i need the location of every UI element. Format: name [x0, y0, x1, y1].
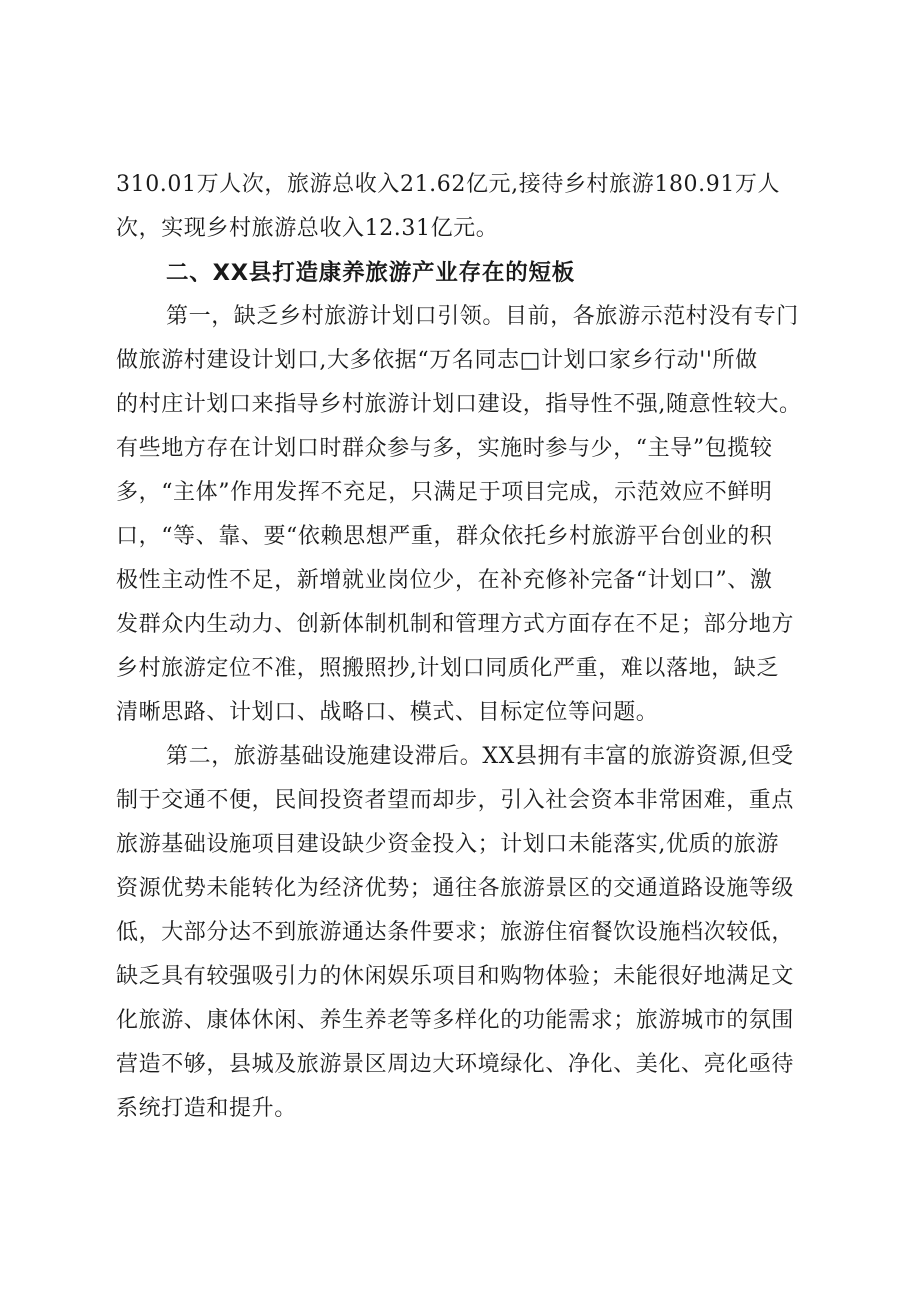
paragraph-line: 化旅游、康体休闲、养生养老等多样化的功能需求；旅游城市的氛围 [116, 1008, 795, 1033]
paragraph-line: 资源优势未能转化为经济优势；通往各旅游景区的交通道路设施等级 [116, 876, 795, 901]
paragraph-line: 极性主动性不足，新增就业岗位少，在补充修补完备“计划口”、激 [116, 568, 773, 593]
paragraph-line: 多，“主体”作用发挥不充足，只满足于项目完成，示范效应不鲜明 [116, 480, 773, 505]
paragraph-line: 乡村旅游定位不准，照搬照抄,计划口同质化严重，难以落地，缺乏 [116, 656, 779, 681]
paragraph-line: 制于交通不便，民间投资者望而却步，引入社会资本非常困难，重点 [116, 788, 795, 813]
paragraph-line: 有些地方存在计划口时群众参与多，实施时参与少，“主导”包揽较 [116, 436, 773, 461]
paragraph-line: 做旅游村建设计划口,大多依据“万名同志□计划口家乡行动''所做 [116, 348, 758, 373]
paragraph-line: 口，“等、靠、要“依赖思想严重，群众依托乡村旅游平台创业的积 [116, 524, 773, 549]
paragraph-line: 第一，缺乏乡村旅游计划口引领。目前，各旅游示范村没有专门 [166, 304, 799, 329]
paragraph-line: 次，实现乡村旅游总收入12.31亿元。 [116, 216, 499, 241]
paragraph-line: 旅游基础设施项目建设缺少资金投入；计划口未能落实,优质的旅游 [116, 832, 779, 857]
paragraph-line: 营造不够，县城及旅游景区周边大环境绿化、净化、美化、亮化亟待 [116, 1052, 795, 1077]
paragraph-line: 缺乏具有较强吸引力的休闲娱乐项目和购物体验；未能很好地满足文 [116, 964, 795, 989]
paragraph-line: 的村庄计划口来指导乡村旅游计划口建设，指导性不强,随意性较大。 [116, 392, 802, 417]
paragraph-line: 发群众内生动力、创新体制机制和管理方式方面存在不足；部分地方 [116, 612, 795, 637]
paragraph-line: 310.01万人次，旅游总收入21.62亿元,接待乡村旅游180.91万人 [116, 172, 781, 197]
paragraph-line: 系统打造和提升。 [116, 1096, 297, 1121]
paragraph-line: 第二，旅游基础设施建设滞后。XX县拥有丰富的旅游资源,但受 [166, 744, 794, 769]
section-heading: 二、XX县打造康养旅游产业存在的短板 [166, 260, 576, 286]
paragraph-line: 低，大部分达不到旅游通达条件要求；旅游住宿餐饮设施档次较低， [116, 920, 795, 945]
paragraph-line: 清晰思路、计划口、战略口、模式、目标定位等问题。 [116, 700, 659, 725]
